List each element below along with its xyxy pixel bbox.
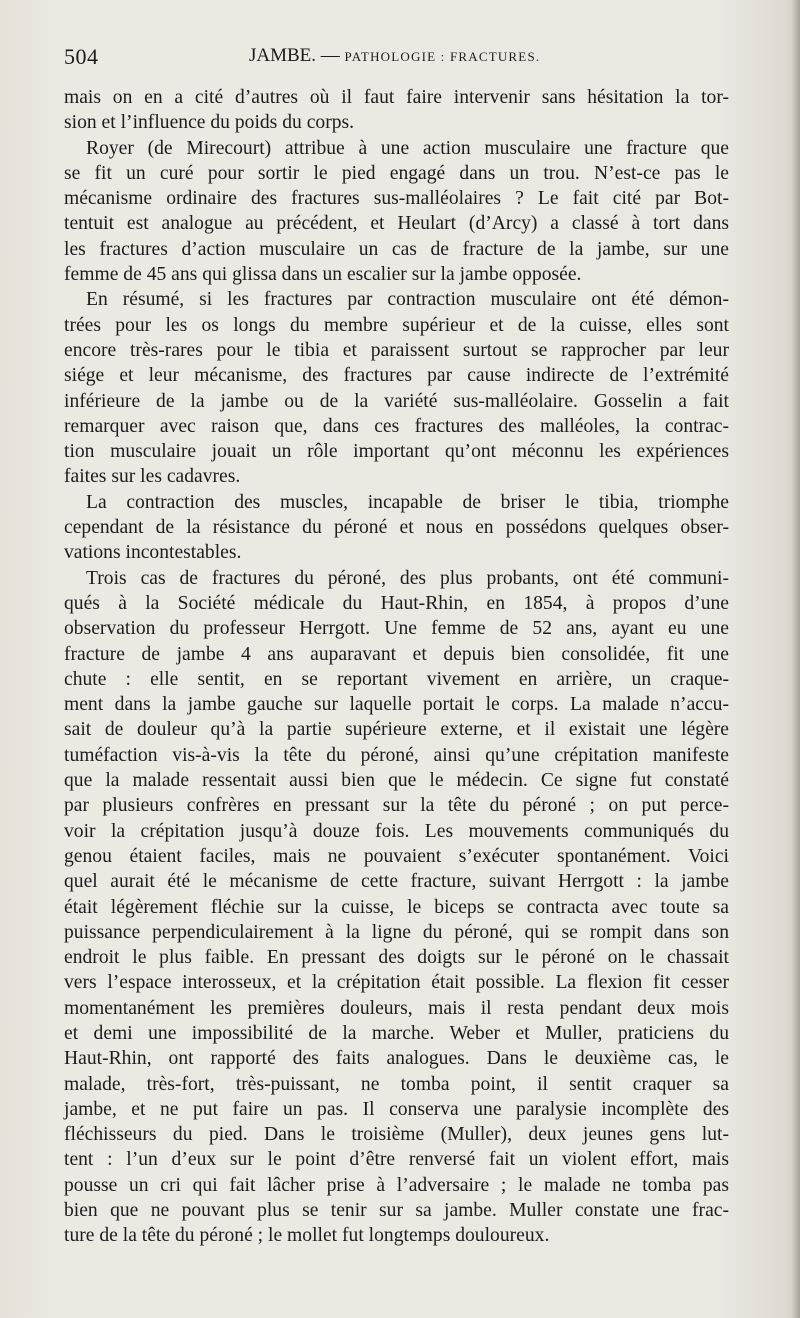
text-line: sait de douleur qu’à la partie supérieure externe, et il existait une légère	[64, 719, 729, 741]
text-line: mais on en a cité d’autres où il faut faire intervenir sans hésitation la tor-	[64, 87, 729, 108]
text-line: malade, très-fort, très-puissant, ne tomba point, il sentit craquer sa	[64, 1073, 729, 1095]
text-line: Royer (de Mirecourt) attribue à une action musculaire une fracture que	[86, 137, 729, 159]
text-line: En résumé, si les fractures par contraction musculaire ont été démon-	[86, 289, 729, 311]
text-line: inférieure de la jambe ou de la variété sus-malléolaire. Gosselin a fait	[64, 390, 729, 412]
text-line: ment dans la jambe gauche sur laquelle portait le corps. La malade n’accu-	[64, 694, 729, 716]
text-line: Haut-Rhin, ont rapporté des faits analogues. Dans le deuxième cas, le	[64, 1048, 729, 1070]
text-line: Trois cas de fractures du péroné, des plus probants, ont été communi-	[86, 567, 729, 589]
text-line: jambe, et ne put faire un pas. Il conserva une paralysie incomplète des	[64, 1098, 729, 1120]
text-line: que la malade ressentait aussi bien que le médecin. Ce signe fut constaté	[64, 770, 729, 792]
page-edge-shadow	[792, 0, 800, 1318]
text-line: tentuit est analogue au précédent, et Heulart (d’Arcy) a classé à tort dans	[64, 213, 729, 235]
text-line: siége et leur mécanisme, des fractures par cause indirecte de l’extrémité	[64, 365, 729, 387]
text-line: voir la crépitation jusqu’à douze fois. Les mouvements communiqués du	[64, 820, 729, 842]
text-line: chute : elle sentit, en se reportant vivement en arrière, un craque-	[64, 668, 729, 690]
text-line: fracture de jambe 4 ans auparavant et depuis bien consolidée, fit une	[64, 643, 729, 665]
text-line: femme de 45 ans qui glissa dans un escalier sur la jambe opposée.	[64, 264, 582, 286]
text-line: vers l’espace interosseux, et la crépitation était possible. La flexion fit cesser	[64, 972, 729, 994]
text-line: observation du professeur Herrgott. Une femme de 52 ans, ayant eu une	[64, 618, 729, 640]
text-line: trées pour les os longs du membre supérieur et de la cuisse, elles sont	[64, 314, 729, 336]
text-line: était légèrement fléchie sur la cuisse, le biceps se contracta avec toute sa	[64, 896, 729, 918]
text-line: puissance perpendiculairement à la ligne du péroné, qui se rompit dans son	[64, 921, 729, 943]
text-line: pousse un cri qui fait lâcher prise à l’adversaire ; le malade ne tomba pas	[64, 1174, 729, 1196]
text-line: cependant de la résistance du péroné et nous en possédons quelques obser-	[64, 517, 729, 539]
text-line: qués à la Société médicale du Haut-Rhin, en 1854, à propos d’une	[64, 592, 729, 614]
text-line: tent : l’un d’eux sur le point d’être renversé fait un violent effort, mais	[64, 1149, 729, 1171]
text-line: remarquer avec raison que, dans ces fractures des malléoles, la contrac-	[64, 415, 729, 437]
running-head	[249, 45, 540, 67]
text-line: endroit le plus faible. En pressant des doigts sur le péroné on le chassait	[64, 947, 729, 969]
text-line: vations incontestables.	[64, 542, 242, 564]
running-head-subtitle: PATHOLOGIE : FRACTURES.	[344, 49, 541, 64]
text-line: bien que ne pouvant plus se tenir sur sa jambe. Muller constate une frac-	[64, 1200, 729, 1222]
body-text	[64, 85, 729, 1249]
text-line: La contraction des muscles, incapable de briser le tibia, triomphe	[86, 491, 729, 513]
text-line: fléchisseurs du pied. Dans le troisième (Muller), deux jeunes gens lut-	[64, 1124, 729, 1146]
text-line: genou étaient faciles, mais ne pouvaient s’exécuter spontanément. Voici	[64, 845, 729, 867]
text-line: sion et l’influence du poids du corps.	[64, 112, 355, 134]
text-line: faites sur les cadavres.	[64, 466, 241, 488]
text-line: mécanisme ordinaire des fractures sus-malléolaires ? Le fait cité par Bot-	[64, 188, 729, 210]
text-line: quel aurait été le mécanisme de cette fracture, suivant Herrgott : la jambe	[64, 871, 729, 893]
text-line: se fit un curé pour sortir le pied engagé dans un trou. N’est-ce pas le	[64, 162, 729, 184]
text-line: et demi une impossibilité de la marche. Weber et Muller, praticiens du	[64, 1022, 729, 1044]
page-number: 504	[64, 44, 99, 69]
running-head-separator: —	[320, 45, 340, 66]
text-line: momentanément les premières douleurs, mais il resta pendant deux mois	[64, 997, 729, 1019]
text-line: ture de la tête du péroné ; le mollet fut longtemps douloureux.	[64, 1225, 550, 1247]
text-line: encore très-rares pour le tibia et paraissent surtout se rapprocher par leur	[64, 339, 729, 361]
running-head-title: JAMBE.	[249, 45, 317, 66]
text-line: par plusieurs confrères en pressant sur la tête du péroné ; on put perce-	[64, 795, 729, 817]
text-line: tion musculaire jouait un rôle important qu’ont méconnu les expériences	[64, 441, 729, 463]
page-header	[64, 44, 729, 74]
text-line: tuméfaction vis-à-vis la tête du péroné, ainsi qu’une crépitation manifeste	[64, 744, 729, 766]
text-line: les fractures d’action musculaire un cas de fracture de la jambe, sur une	[64, 238, 729, 260]
